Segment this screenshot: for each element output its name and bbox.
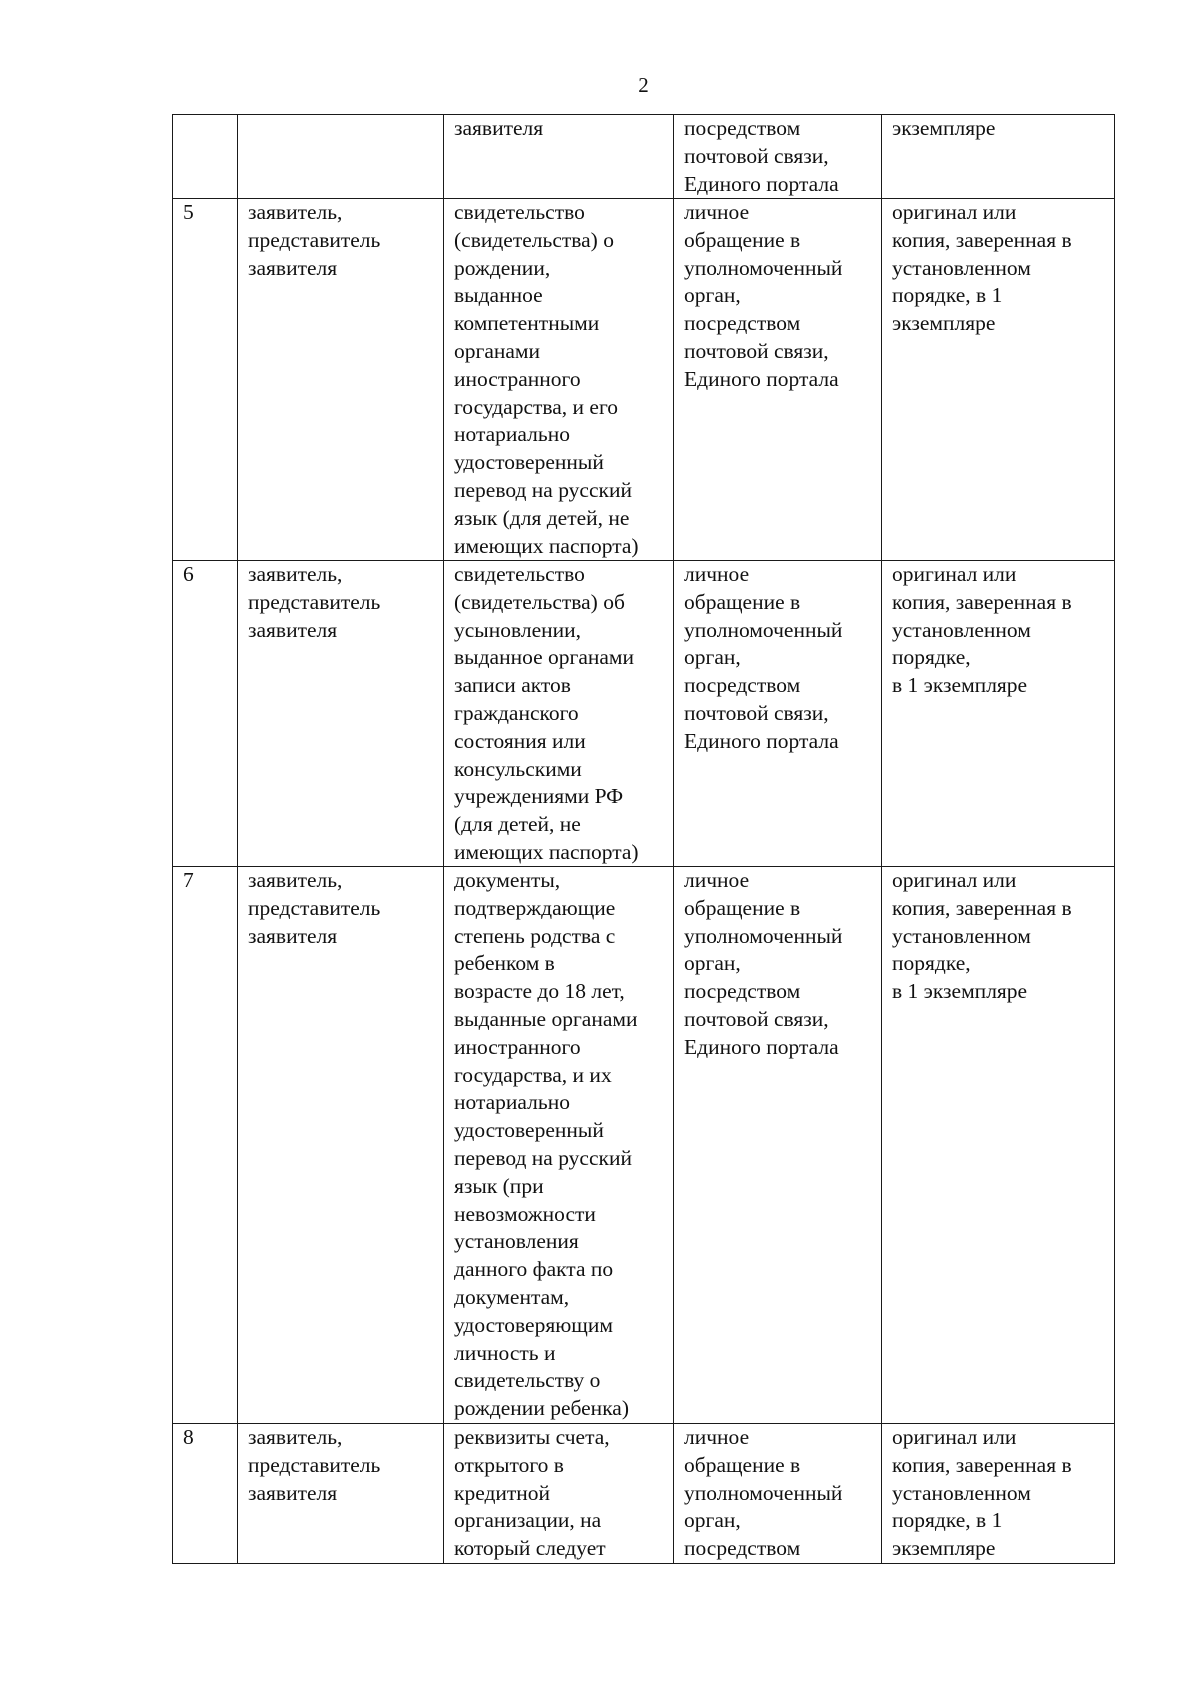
cell-text-line: посредством [684,1536,801,1561]
cell-text-line: удостоверенный [454,450,604,475]
cell-text-line: в 1 экземпляре [892,673,1028,698]
cell-document-form [882,1424,1115,1564]
cell-text-line: орган, [684,645,741,670]
cell-text-line: Единого портала [684,1034,839,1059]
cell-text-line: обращение в [684,1452,801,1477]
cell-text-line: обращение в [684,227,801,252]
cell-text-line: который следует [454,1536,606,1561]
cell-text-line: посредством [684,311,801,336]
cell-text-line: имеющих паспорта) [454,839,639,864]
cell-text-line: записи актов [454,673,571,698]
cell-submitter [238,561,444,867]
cell-text-line: Единого портала [684,366,839,391]
cell-submitter [238,115,444,199]
cell-text-line: возрасте до 18 лет, [454,979,625,1004]
cell-text-line: данного факта по [454,1257,614,1282]
cell-text-line: свидетельство [454,200,585,224]
cell-text-line: уполномоченный [684,923,843,948]
cell-text-line: установленном [892,255,1031,280]
cell-text-line: кредитной [454,1480,551,1505]
cell-number [173,199,238,561]
cell-text-line: усыновлении, [454,617,582,642]
cell-text-line: личное [684,200,750,224]
cell-text-line: консульскими [454,756,582,781]
cell-submitter [238,199,444,561]
cell-text-line: свидетельству о [454,1368,601,1393]
cell-submission-method [674,561,882,867]
cell-text-line: перевод на русский [454,1145,632,1170]
cell-text-line: состояния или [454,728,586,753]
cell-text-line: документы, [454,868,561,892]
cell-text-line: 6 [183,562,194,586]
cell-text-line: установления [454,1229,579,1254]
cell-text-line: выданное органами [454,645,635,670]
cell-text-line: заявитель, [248,868,343,892]
cell-number [173,1424,238,1564]
cell-text-line: уполномоченный [684,255,843,280]
cell-text-line: экземпляре [892,116,996,140]
cell-text-line: Единого портала [684,171,839,196]
cell-number [173,115,238,199]
cell-text-line: уполномоченный [684,617,843,642]
cell-text-line: личное [684,1425,750,1449]
cell-document-form [882,867,1115,1424]
cell-text-line: личное [684,562,750,586]
cell-text-line: открытого в [454,1452,564,1477]
cell-submission-method [674,867,882,1424]
cell-number [173,867,238,1424]
cell-text-line: язык (для детей, не [454,505,630,530]
cell-text-line: органами [454,338,541,363]
cell-text-line: представитель [248,1452,381,1477]
cell-document-form [882,561,1115,867]
table-row [173,867,1115,1424]
cell-text-line: почтовой связи, [684,700,829,725]
cell-text-line: выданные органами [454,1006,638,1031]
cell-text-line: оригинал или [892,562,1017,586]
cell-text-line: заявителя [454,116,544,140]
page-number: 2 [638,73,649,97]
cell-text-line: нотариально [454,1090,570,1115]
table-row [173,561,1115,867]
cell-text-line: установленном [892,923,1031,948]
cell-text-line: оригинал или [892,200,1017,224]
cell-text-line: орган, [684,1508,741,1533]
cell-text-line: выданное [454,283,543,308]
cell-text-line: установленном [892,617,1031,642]
cell-document-form [882,115,1115,199]
cell-document [444,199,674,561]
cell-text-line: оригинал или [892,1425,1017,1449]
cell-text-line: государства, и его [454,394,619,419]
cell-text-line: обращение в [684,589,801,614]
cell-number [173,561,238,867]
cell-text-line: удостоверяющим [454,1312,613,1337]
cell-text-line: порядке, в 1 [892,283,1003,308]
cell-text-line: обращение в [684,895,801,920]
cell-text-line: орган, [684,951,741,976]
table-row [173,1424,1115,1564]
cell-text-line: экземпляре [892,311,996,336]
cell-submission-method [674,199,882,561]
cell-submission-method [674,1424,882,1564]
cell-text-line: язык (при [454,1173,544,1198]
cell-text-line: заявителя [248,617,338,642]
cell-text-line: реквизиты счета, [454,1425,610,1449]
cell-text-line: уполномоченный [684,1480,843,1505]
cell-text-line: (для детей, не [454,812,581,837]
cell-text-line: подтверждающие [454,895,616,920]
cell-text-line: орган, [684,283,741,308]
cell-text-line: ребенком в [454,951,555,976]
cell-text-line: 5 [183,200,194,224]
cell-text-line: (свидетельства) об [454,589,625,614]
cell-text-line: организации, на [454,1508,602,1533]
cell-text-line: компетентными [454,311,600,336]
cell-text-line: личность и [454,1340,556,1365]
cell-text-line: представитель [248,895,381,920]
cell-submitter [238,1424,444,1564]
cell-text-line: посредством [684,673,801,698]
cell-text-line: копия, заверенная в [892,895,1072,920]
cell-submitter [238,867,444,1424]
cell-text-line: невозможности [454,1201,596,1226]
cell-text-line: 8 [183,1425,194,1449]
cell-text-line: посредством [684,116,801,140]
cell-document [444,115,674,199]
cell-text-line: установленном [892,1480,1031,1505]
cell-text-line: степень родства с [454,923,616,948]
cell-text-line: заявителя [248,255,338,280]
cell-text-line: документам, [454,1284,570,1309]
cell-text-line: порядке, в 1 [892,1508,1003,1533]
table-row [173,199,1115,561]
cell-text-line: заявителя [248,1480,338,1505]
cell-submission-method [674,115,882,199]
cell-text-line: копия, заверенная в [892,589,1072,614]
cell-text-line: представитель [248,589,381,614]
cell-text-line: учреждениями РФ [454,784,624,809]
cell-text-line: иностранного [454,366,581,391]
cell-text-line: нотариально [454,422,570,447]
cell-text-line: иностранного [454,1034,581,1059]
cell-text-line: заявитель, [248,1425,343,1449]
cell-text-line: заявитель, [248,562,343,586]
cell-document [444,867,674,1424]
cell-text-line: (свидетельства) о [454,227,614,252]
cell-text-line: рождении ребенка) [454,1396,630,1421]
cell-text-line: рождении, [454,255,551,280]
cell-text-line: почтовой связи, [684,338,829,363]
cell-document [444,561,674,867]
table-body [173,115,1115,1564]
cell-text-line: в 1 экземпляре [892,979,1028,1004]
cell-text-line: копия, заверенная в [892,1452,1072,1477]
cell-text-line: удостоверенный [454,1118,604,1143]
cell-text-line: порядке, [892,645,971,670]
cell-document [444,1424,674,1564]
cell-text-line: перевод на русский [454,477,632,502]
cell-text-line: государства, и их [454,1062,612,1087]
cell-text-line: оригинал или [892,868,1017,892]
cell-text-line: личное [684,868,750,892]
cell-text-line: порядке, [892,951,971,976]
table-row [173,115,1115,199]
cell-text-line: почтовой связи, [684,143,829,168]
cell-document-form [882,199,1115,561]
cell-text-line: гражданского [454,700,579,725]
cell-text-line: почтовой связи, [684,1006,829,1031]
cell-text-line: Единого портала [684,728,839,753]
cell-text-line: копия, заверенная в [892,227,1072,252]
cell-text-line: свидетельство [454,562,585,586]
cell-text-line: посредством [684,979,801,1004]
cell-text-line: заявитель, [248,200,343,224]
cell-text-line: экземпляре [892,1536,996,1561]
documents-table [172,114,1115,1564]
cell-text-line: 7 [183,868,194,892]
cell-text-line: представитель [248,227,381,252]
cell-text-line: заявителя [248,923,338,948]
cell-text-line: имеющих паспорта) [454,533,639,558]
